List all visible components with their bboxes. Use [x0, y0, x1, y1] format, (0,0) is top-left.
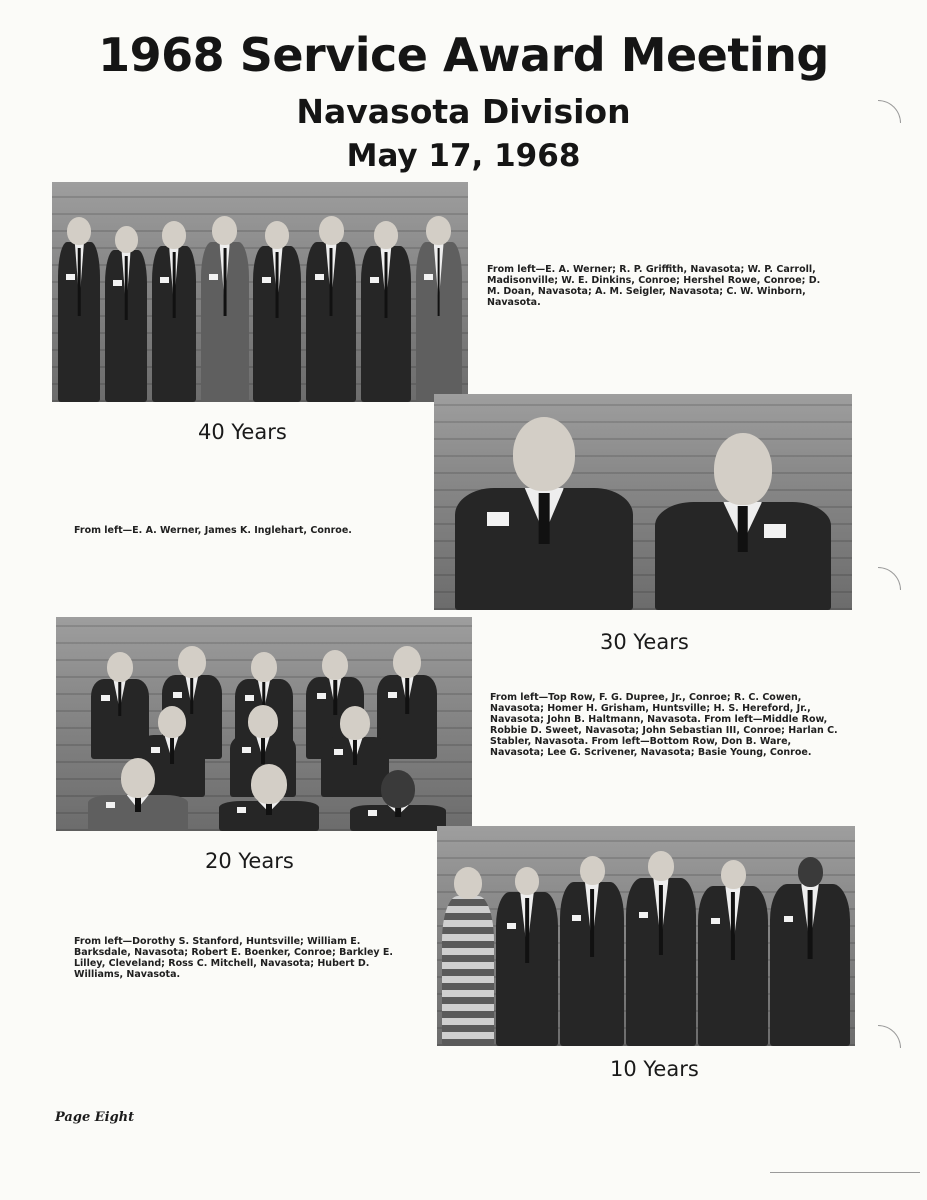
heading-30-years: 30 Years [600, 630, 689, 654]
photo-40-years [434, 394, 852, 610]
person-figure [253, 221, 301, 402]
heading-40-years: 40 Years [198, 420, 287, 444]
person-figure [219, 764, 319, 831]
person-figure [655, 433, 831, 610]
photo-top-group [52, 182, 468, 402]
page-number: Page Eight [55, 1110, 135, 1125]
binder-hole-mark [878, 1025, 901, 1048]
person-figure [496, 867, 558, 1046]
person-figure [455, 417, 633, 610]
caption-top-group: From left—E. A. Werner; R. P. Griffith, Navasota; W. P. Carroll, Madisonville; W. E. Dinkins, Conroe; Hershel Rowe, Conroe; D. M. Doan, Navasota; A. M. Seigler, Navasota; C. W. Winborn, Navasota. [487, 264, 821, 308]
caption-20-years: From left—Dorothy S. Stanford, Huntsville; William E. Barksdale, Navasota; Robert E. Boenker, Conroe; Barkley E. Lilley, Cleveland; Ross C. Mitchell, Navasota; Hubert D. Williams, Navasota. [74, 936, 394, 980]
person-figure [350, 770, 446, 831]
photo-20-years [437, 826, 855, 1046]
meeting-date: May 17, 1968 [346, 138, 581, 174]
photo-30-years [56, 617, 472, 831]
heading-10-years: 10 Years [610, 1057, 699, 1081]
footer-rule [770, 1172, 920, 1173]
person-figure [306, 216, 356, 402]
division-subtitle: Navasota Division [296, 92, 631, 131]
person-figure [152, 221, 196, 402]
caption-40-years: From left—E. A. Werner, James K. Inglehart, Conroe. [74, 525, 352, 536]
person-figure [416, 216, 462, 402]
person-figure [88, 758, 188, 831]
person-figure [361, 221, 411, 402]
person-figure [442, 867, 494, 1046]
person-figure [58, 217, 100, 402]
person-figure [560, 856, 624, 1046]
person-figure [626, 851, 696, 1046]
page-title: 1968 Service Award Meeting [98, 28, 829, 82]
caption-30-years: From left—Top Row, F. G. Dupree, Jr., Conroe; R. C. Cowen, Navasota; Homer H. Grisham, Huntsville; H. S. Hereford, Jr., Navasota; John B. Haltmann, Navasota. From left—Middle Row, Robbie D. Sweet, Navasota; John Sebastian III, Conroe; Harlan C. Stabler, Navasota. From left—Bottom Row, Don B. Ware, Navasota; Lee G. Scrivener, Navasota; Basie Young, Conroe. [490, 692, 838, 758]
person-figure [105, 226, 147, 402]
binder-hole-mark [878, 567, 901, 590]
person-figure [698, 860, 768, 1046]
heading-20-years: 20 Years [205, 849, 294, 873]
person-figure [770, 857, 850, 1046]
person-figure [201, 216, 249, 402]
